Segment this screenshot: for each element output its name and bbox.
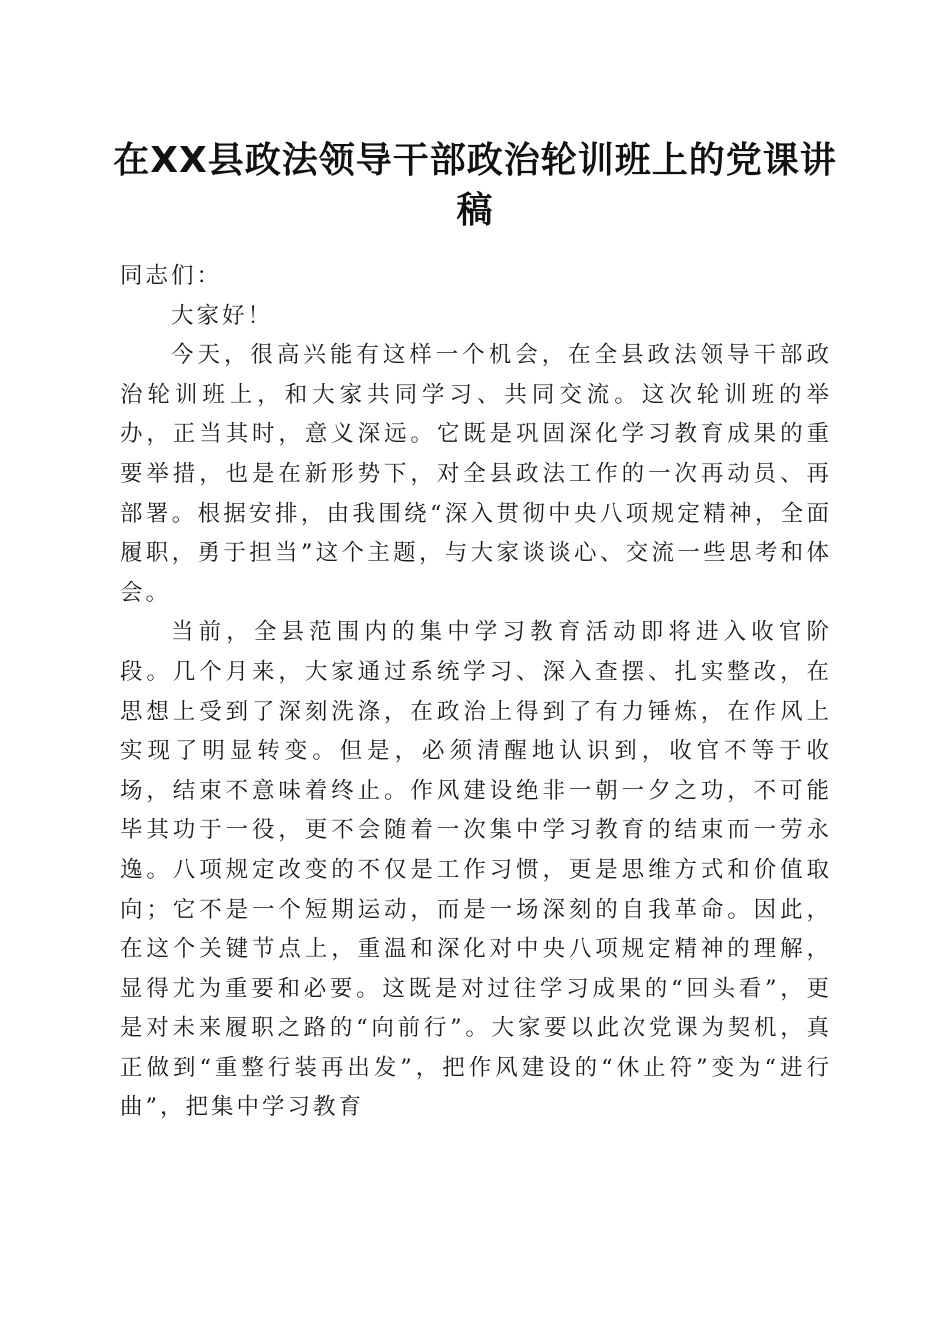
paragraph-1: 今天，很高兴能有这样一个机会，在全县政法领导干部政治轮训班上，和大家共同学习、共同交流。这次轮训班的举办，正当其时，意义深远。它既是巩固深化学习教育成果的重要举措，也是在新形势下，对全县政法工作的一次再动员、再部署。根据安排，由我围绕“深入贯彻中央八项规定精神，全面履职，勇于担当”这个主题，与大家谈谈心、交流一些思考和体会。 [120, 342, 832, 606]
document-title: 在XX县政法领导干部政治轮训班上的党课讲稿 [113, 140, 837, 231]
salutation: 同志们： [120, 263, 223, 289]
greeting: 大家好！ [171, 302, 274, 329]
document-body [120, 257, 832, 1128]
paragraph-2: 当前，全县范围内的集中学习教育活动即将进入收官阶段。几个月来，大家通过系统学习、深入查摆、扎实整改，在思想上受到了深刻洗涤，在政治上得到了有力锤炼，在作风上实现了明显转变。但是，必须清醒地认识到，收官不等于收场，结束不意味着终止。作风建设绝非一朝一夕之功，不可能毕其功于一役，更不会随着一次集中学习教育的结束而一劳永逸。八项规定改变的不仅是工作习惯，更是思维方式和价值取向；它不是一个短期运动，而是一场深刻的自我革命。因此，在这个关键节点上，重温和深化对中央八项规定精神的理解，显得尤为重要和必要。这既是对过往学习成果的“回头看”，更是对未来履职之路的“向前行”。大家要以此次党课为契机，真正做到“重整行装再出发”，把作风建设的“休止符”变为“进行曲”，把集中学习教育 [120, 619, 832, 1121]
